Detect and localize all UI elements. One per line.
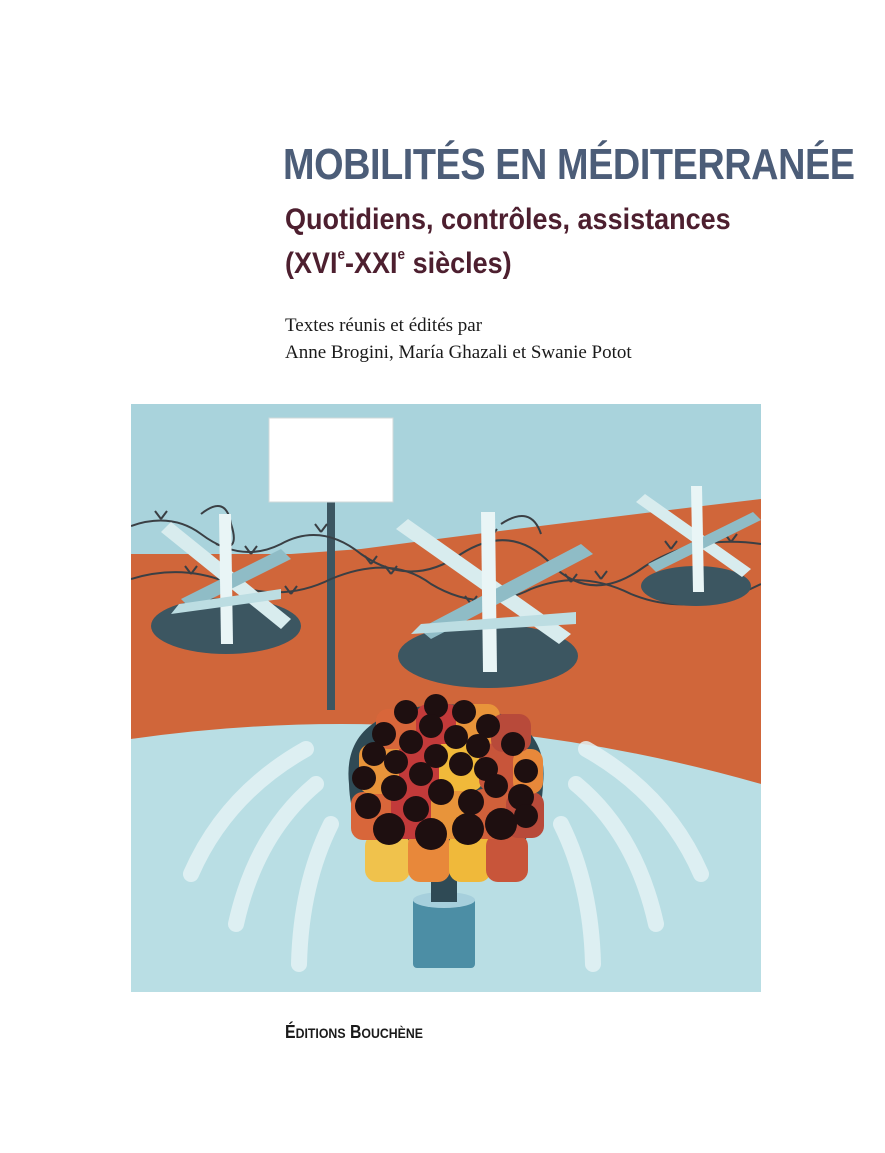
book-subtitle [285,198,731,286]
publisher-name: ÉDITIONS BOUCHÈNE [285,1022,423,1042]
subtitle-line-2: (XVIe-XXIe siècles) [285,246,512,280]
cover-illustration [131,404,761,992]
editor-names: Anne Brogini, María Ghazali et Swanie Potot [285,342,632,363]
credit-intro: Textes réunis et édités par [285,315,483,336]
editors-credit [285,312,632,366]
subtitle-line-1: Quotidiens, contrôles, assistances [285,203,731,236]
book-title: MOBILITÉS EN MÉDITERRANÉE [283,140,855,189]
